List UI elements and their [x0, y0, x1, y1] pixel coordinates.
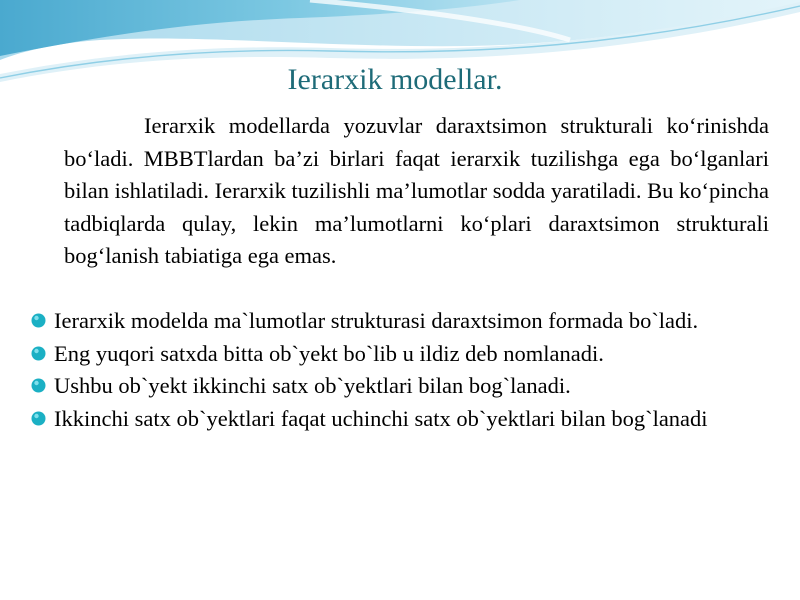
bullet-item	[30, 370, 770, 403]
intro-paragraph: Ierarxik modellarda yozuvlar daraxtsimon strukturali ko‘rinishda bo‘ladi. MBBTlardan ba’zi birlari faqat ierarxik tuzilishga ega bo‘lganlari bilan ishlatiladi. Ierarxik tuzilishli ma’lumotlar sodda yaratiladi. Bu ko‘pincha tadbiqlarda qulay, lekin ma’lumotlarni ko‘plari daraxtsimon strukturali bog‘lanish tabiatiga ega emas.	[64, 113, 769, 268]
bullet-dot-icon	[31, 411, 46, 426]
bullet-text: Eng yuqori satxda bitta ob`yekt bo`lib u ildiz deb nomlanadi.	[54, 340, 604, 366]
bullet-item	[30, 305, 770, 338]
bullet-dot-icon	[31, 378, 46, 393]
bullet-item	[30, 338, 770, 371]
bullet-list	[30, 305, 770, 435]
slide-title: Ierarxik modellar.	[287, 63, 503, 96]
bullet-text: Ikkinchi satx ob`yektlari faqat uchinchi satx ob`yektlari bilan bog`lanadi	[54, 405, 708, 431]
bullet-dot-icon	[31, 346, 46, 361]
bullet-item	[30, 403, 770, 436]
bullet-text: Ierarxik modelda ma`lumotlar strukturasi daraxtsimon formada bo`ladi.	[54, 308, 699, 333]
bullet-dot-icon	[31, 313, 46, 328]
bullet-text: Ushbu ob`yekt ikkinchi satx ob`yektlari bilan bog`lanadi.	[54, 373, 571, 398]
